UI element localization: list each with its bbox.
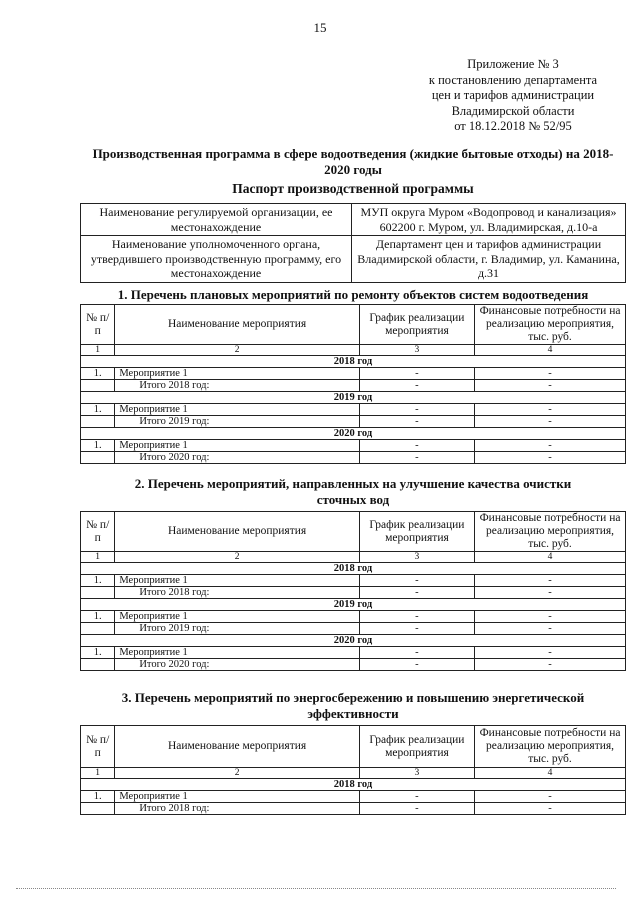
appendix-line: Приложение № 3 xyxy=(467,57,559,71)
col-num-header: № п/п xyxy=(81,512,115,552)
section-3-table xyxy=(80,725,626,815)
row-schedule: - xyxy=(359,440,474,452)
year-row xyxy=(81,635,626,647)
row-num-empty xyxy=(81,452,115,464)
row-schedule: - xyxy=(359,611,474,623)
col-schedule-header: График реализации мероприятия xyxy=(359,305,474,345)
row-num-empty xyxy=(81,803,115,815)
row-total-finance: - xyxy=(475,623,626,635)
row-num: 1. xyxy=(81,368,115,380)
total-row xyxy=(81,416,626,428)
total-row xyxy=(81,659,626,671)
appendix-line: Владимирской области xyxy=(451,103,575,118)
row-total-label: Итого 2018 год: xyxy=(115,587,359,599)
column-index-row xyxy=(81,552,626,563)
row-finance: - xyxy=(475,575,626,587)
row-num: 1. xyxy=(81,404,115,416)
total-row xyxy=(81,803,626,815)
col-index: 3 xyxy=(359,345,474,356)
row-total-schedule: - xyxy=(359,623,474,635)
passport-value: Департамент цен и тарифов администрации Владимирской области, г. Владимир, ул. Каманина, д.31 xyxy=(352,236,626,283)
appendix-line: цен и тарифов администрации xyxy=(431,88,595,102)
col-index: 1 xyxy=(81,345,115,356)
row-finance: - xyxy=(475,440,626,452)
table-row xyxy=(81,440,626,452)
row-total-schedule: - xyxy=(359,803,474,815)
row-finance: - xyxy=(475,647,626,659)
passport-table xyxy=(80,203,626,283)
row-total-finance: - xyxy=(475,452,626,464)
total-row xyxy=(81,380,626,392)
row-num-empty xyxy=(81,587,115,599)
row-schedule: - xyxy=(359,791,474,803)
row-item: Мероприятие 1 xyxy=(115,368,359,380)
row-total-finance: - xyxy=(475,659,626,671)
year-row xyxy=(81,779,626,791)
row-total-schedule: - xyxy=(359,659,474,671)
row-schedule: - xyxy=(359,368,474,380)
row-num: 1. xyxy=(81,791,115,803)
col-num-header: № п/п xyxy=(81,726,115,768)
year-label: 2020 год xyxy=(81,428,626,440)
year-row xyxy=(81,563,626,575)
year-label: 2018 год xyxy=(81,356,626,368)
col-index: 1 xyxy=(81,768,115,779)
table-row xyxy=(81,575,626,587)
section-title-line: 2. Перечень мероприятий, направленных на улучшение качества очистки xyxy=(134,476,572,491)
table-header-row xyxy=(81,726,626,768)
row-total-label: Итого 2018 год: xyxy=(115,380,359,392)
year-row xyxy=(81,599,626,611)
total-row xyxy=(81,623,626,635)
row-schedule: - xyxy=(359,575,474,587)
year-row xyxy=(81,428,626,440)
col-index: 2 xyxy=(115,768,359,779)
col-name-header: Наименование мероприятия xyxy=(115,305,359,345)
section-title-line: 1. Перечень плановых мероприятий по ремонту объектов систем водоотведения xyxy=(117,287,589,302)
row-item: Мероприятие 1 xyxy=(115,575,359,587)
row-finance: - xyxy=(475,611,626,623)
col-num-header: № п/п xyxy=(81,305,115,345)
year-label: 2019 год xyxy=(81,599,626,611)
row-total-finance: - xyxy=(475,380,626,392)
year-label: 2018 год xyxy=(81,779,626,791)
section-title-line: эффективности xyxy=(307,706,399,721)
section-3-title xyxy=(80,690,626,722)
passport-row xyxy=(81,236,626,283)
row-schedule: - xyxy=(359,404,474,416)
table-row xyxy=(81,791,626,803)
section-2-title xyxy=(80,476,626,508)
col-schedule-header: График реализации мероприятия xyxy=(359,726,474,768)
row-item: Мероприятие 1 xyxy=(115,404,359,416)
row-total-label: Итого 2019 год: xyxy=(115,416,359,428)
row-finance: - xyxy=(475,791,626,803)
col-index: 2 xyxy=(115,552,359,563)
section-title-line: сточных вод xyxy=(316,492,390,507)
col-schedule-header: График реализации мероприятия xyxy=(359,512,474,552)
row-total-label: Итого 2019 год: xyxy=(115,623,359,635)
row-total-finance: - xyxy=(475,803,626,815)
row-total-finance: - xyxy=(475,587,626,599)
year-row xyxy=(81,356,626,368)
page-number: 15 xyxy=(313,20,327,35)
row-num-empty xyxy=(81,380,115,392)
col-index: 2 xyxy=(115,345,359,356)
row-num: 1. xyxy=(81,575,115,587)
table-row xyxy=(81,647,626,659)
document-title-line: 2020 годы xyxy=(324,162,382,177)
year-label: 2019 год xyxy=(81,392,626,404)
column-index-row xyxy=(81,768,626,779)
passport-row xyxy=(81,204,626,236)
col-index: 3 xyxy=(359,768,474,779)
section-1-table xyxy=(80,304,626,464)
section-title-line: 3. Перечень мероприятий по энергосбережению и повышению энергетической xyxy=(121,690,585,705)
row-total-schedule: - xyxy=(359,416,474,428)
appendix-block xyxy=(400,57,626,135)
col-name-header: Наименование мероприятия xyxy=(115,726,359,768)
table-row xyxy=(81,611,626,623)
footer-divider xyxy=(16,888,616,889)
col-finance-header: Финансовые потребности на реализацию мероприятия, тыс. руб. xyxy=(475,726,626,768)
row-item: Мероприятие 1 xyxy=(115,440,359,452)
document-title xyxy=(80,146,626,178)
row-finance: - xyxy=(475,368,626,380)
row-total-label: Итого 2018 год: xyxy=(115,803,359,815)
passport-value: МУП округа Муром «Водопровод и канализация» 602200 г. Муром, ул. Владимирская, д.10-а xyxy=(352,204,626,236)
row-item: Мероприятие 1 xyxy=(115,647,359,659)
section-2-table xyxy=(80,511,626,671)
col-index: 4 xyxy=(475,768,626,779)
row-total-schedule: - xyxy=(359,380,474,392)
row-total-label: Итого 2020 год: xyxy=(115,452,359,464)
row-item: Мероприятие 1 xyxy=(115,611,359,623)
row-num: 1. xyxy=(81,611,115,623)
column-index-row xyxy=(81,345,626,356)
passport-label: Наименование уполномоченного органа, утвердившего производственную программу, его местонахождение xyxy=(81,236,352,283)
total-row xyxy=(81,587,626,599)
row-num-empty xyxy=(81,659,115,671)
row-total-label: Итого 2020 год: xyxy=(115,659,359,671)
row-schedule: - xyxy=(359,647,474,659)
row-total-finance: - xyxy=(475,416,626,428)
passport-label: Наименование регулируемой организации, ее местонахождение xyxy=(81,204,352,236)
year-label: 2020 год xyxy=(81,635,626,647)
row-num: 1. xyxy=(81,647,115,659)
row-num-empty xyxy=(81,416,115,428)
table-row xyxy=(81,404,626,416)
year-row xyxy=(81,392,626,404)
col-index: 4 xyxy=(475,552,626,563)
col-index: 4 xyxy=(475,345,626,356)
appendix-line: от 18.12.2018 № 52/95 xyxy=(454,119,572,133)
section-1-title xyxy=(80,287,626,303)
row-item: Мероприятие 1 xyxy=(115,791,359,803)
passport-title: Паспорт производственной программы xyxy=(232,181,474,196)
table-header-row xyxy=(81,512,626,552)
row-num-empty xyxy=(81,623,115,635)
row-finance: - xyxy=(475,404,626,416)
col-finance-header: Финансовые потребности на реализацию мероприятия, тыс. руб. xyxy=(475,305,626,345)
col-finance-header: Финансовые потребности на реализацию мероприятия, тыс. руб. xyxy=(475,512,626,552)
row-num: 1. xyxy=(81,440,115,452)
col-index: 1 xyxy=(81,552,115,563)
col-name-header: Наименование мероприятия xyxy=(115,512,359,552)
year-label: 2018 год xyxy=(81,563,626,575)
document-title-line: Производственная программа в сфере водоотведения (жидкие бытовые отходы) на 2018- xyxy=(92,146,614,161)
row-total-schedule: - xyxy=(359,587,474,599)
table-row xyxy=(81,368,626,380)
table-header-row xyxy=(81,305,626,345)
appendix-line: к постановлению департамента xyxy=(428,72,598,87)
row-total-schedule: - xyxy=(359,452,474,464)
col-index: 3 xyxy=(359,552,474,563)
total-row xyxy=(81,452,626,464)
